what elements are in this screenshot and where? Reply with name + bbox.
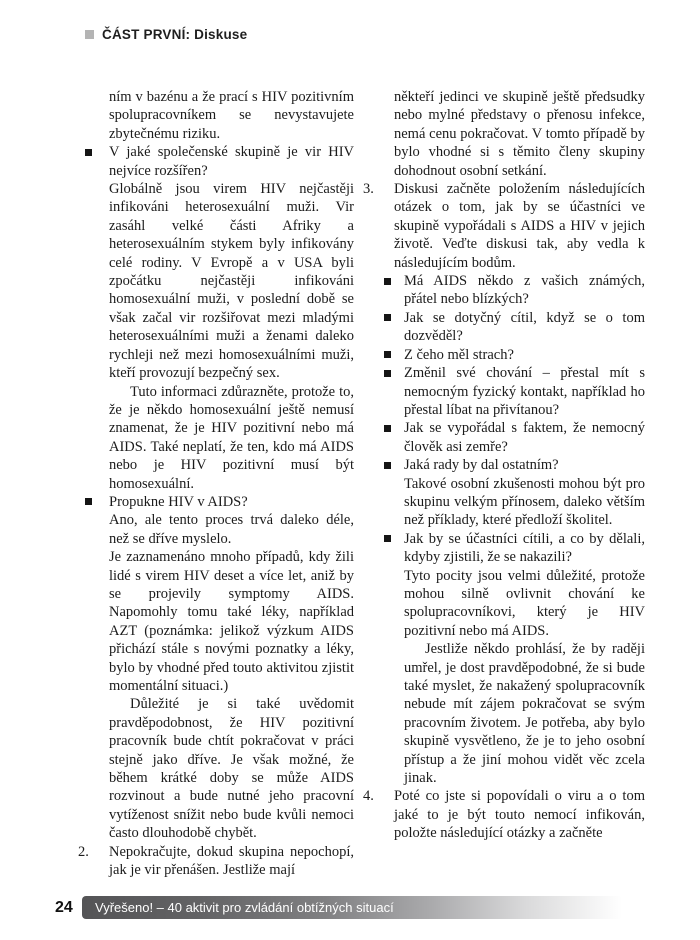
bullet-square-icon xyxy=(384,462,391,469)
text-run: Jak se vypořádal s faktem, že nemocný člověk asi zemře? xyxy=(404,420,645,455)
bullet-item xyxy=(363,346,645,364)
footer-title-bar xyxy=(82,896,622,919)
text-run: Tuto informaci zdůrazněte, protože to, že je někdo homosexuální ještě nemusí znamenat, že je HIV pozitivní nebo má AIDS. Také neplatí, že ten, kdo má AIDS nebo je HIV pozitivní musí být homosexuální. xyxy=(109,383,354,492)
text-run: Poté co jste si popovídali o viru a o tom jaké to je být touto nemocí infikován, položte následující otázky a začněte xyxy=(394,788,645,842)
text-run: ním v bazénu a že prací s HIV pozitivním spolupracovníkem se nevystavujete zbytečnému riziku. xyxy=(109,89,354,142)
two-column-text-body xyxy=(78,88,645,879)
book-title: Vyřešeno! – 40 aktivit pro zvládání obtížných situací xyxy=(95,900,394,915)
bullet-item xyxy=(363,419,645,456)
section-title: ČÁST PRVNÍ: Diskuse xyxy=(102,27,248,42)
paragraph xyxy=(78,548,354,695)
bullet-square-icon xyxy=(85,149,92,156)
text-run: Globálně jsou virem HIV nejčastěji infikováni heterosexuální muži. Vir zasáhl velké části Afriky a heterosexuálním stykem byly infikovány celé rodiny. V Evropě a v USA byli zpočátku nejčastěji infikováni homosexuální muži, v poslední době se však začal vir rozšiřovat mezi mladými heterosexuálními muži a ženami daleko rychleji než mezi homosexuálními muži, kteří provozují bezpečný sex. xyxy=(109,181,354,382)
numbered-item xyxy=(363,787,645,842)
left-text-column xyxy=(78,88,354,879)
paragraph xyxy=(78,88,354,143)
text-run: Z čeho měl strach? xyxy=(404,346,514,363)
text-run: Tyto pocity jsou velmi důležité, protože mohou silně ovlivnit chování ke spolupracovníkovi, který je HIV pozitivní nebo má AIDS. xyxy=(404,567,645,639)
paragraph xyxy=(78,511,354,548)
text-run: někteří jedinci ve skupině ještě předsudky nebo mylné představy o přenosu infekce, nemá cenu pokračovat. V tomto případě by bylo vhodné si s těmito členy skupiny dohodnout osobní setkání. xyxy=(394,89,645,179)
paragraph xyxy=(363,567,645,641)
item-number: 3. xyxy=(363,181,374,198)
bullet-item xyxy=(363,309,645,346)
bullet-item xyxy=(363,364,645,419)
paragraph xyxy=(78,180,354,382)
item-number: 4. xyxy=(363,788,374,805)
bullet-square-icon xyxy=(384,314,391,321)
text-run: Jaká rady by dal ostatním? xyxy=(404,457,559,474)
bullet-item xyxy=(363,530,645,567)
right-text-column xyxy=(363,88,645,879)
text-run: Důležité je si také uvědomit pravděpodobnost, že HIV pozitivní pracovník bude chtít pokračovat v práci stejně jako dříve. Je však možné, že během krátké doby se může AIDS rozvinout a bude nutné jeho pracovní vytíženost snížit nebo bude kvůli nemoci často dlouhodobě chybět. xyxy=(109,696,354,842)
paragraph xyxy=(363,88,645,180)
bullet-square-icon xyxy=(384,278,391,285)
text-run: Je zaznamenáno mnoho případů, kdy žili lidé s virem HIV deset a více let, aniž by se projevily symptomy AIDS. Napomohly tomu také léky, například AZT (poznámka: jelikož výzkum AIDS přichází stále s novými poznatky a léky, bylo by vhodné před touto aktivitou zjistit momentální situaci.) xyxy=(109,549,354,694)
text-run: Jestliže někdo prohlásí, že by raději umřel, je dost pravděpodobné, že si bude také myslet, že nakažený spolupracovník nebude mít zájem pokračovat se svým pracovním životem. Je potřeba, aby bylo skupině vysvětleno, že je to jeho osobní přístup a že jiní mohou vidět věc zcela jinak. xyxy=(404,641,645,787)
bullet-item xyxy=(363,456,645,474)
bullet-square-icon xyxy=(384,370,391,377)
page-number: 24 xyxy=(55,899,73,916)
bullet-square-icon xyxy=(85,498,92,505)
numbered-item xyxy=(78,843,354,880)
text-run: Propukne HIV v AIDS? xyxy=(109,493,248,510)
text-run: Ano, ale tento proces trvá daleko déle, než se dříve myslelo. xyxy=(109,512,354,547)
item-number: 2. xyxy=(78,843,89,860)
bullet-square-icon xyxy=(384,535,391,542)
text-run: Změnil své chování – přestal mít s nemocným fyzický kontakt, například ho přestal líbat na přivítanou? xyxy=(404,365,645,418)
text-run: V jaké společenské skupině je vir HIV nejvíce rozšířen? xyxy=(109,144,354,179)
paragraph xyxy=(363,640,645,787)
text-run: Jak se dotyčný cítil, když se o tom dozvěděl? xyxy=(404,309,645,345)
numbered-item xyxy=(363,180,645,272)
bullet-square-icon xyxy=(384,425,391,432)
text-run: Nepokračujte, dokud skupina nepochopí, jak je vir přenášen. Jestliže mají xyxy=(109,843,354,879)
text-run: Má AIDS někdo z vašich známých, přátel nebo blízkých? xyxy=(404,273,645,308)
paragraph xyxy=(78,695,354,842)
paragraph xyxy=(78,383,354,493)
bullet-item xyxy=(363,272,645,309)
bullet-item xyxy=(78,143,354,180)
text-run: Jak by se účastníci cítili, a co by dělali, kdyby zjistili, že se nakazili? xyxy=(404,530,645,566)
paragraph xyxy=(363,475,645,530)
page-header xyxy=(85,27,247,42)
text-run: Takové osobní zkušenosti mohou být pro skupinu velkým přínosem, daleko větším než příklady, které předloží školitel. xyxy=(404,475,645,529)
bullet-square-icon xyxy=(384,351,391,358)
bullet-item xyxy=(78,493,354,511)
section-marker-square-icon xyxy=(85,30,94,39)
text-run: Diskusi začněte položením následujících otázek o tom, jak by se účastníci ve skupině vypořádali s AIDS a HIV v jejich životě. Veďte diskusi tak, aby vedla k následujícím bodům. xyxy=(394,181,645,271)
